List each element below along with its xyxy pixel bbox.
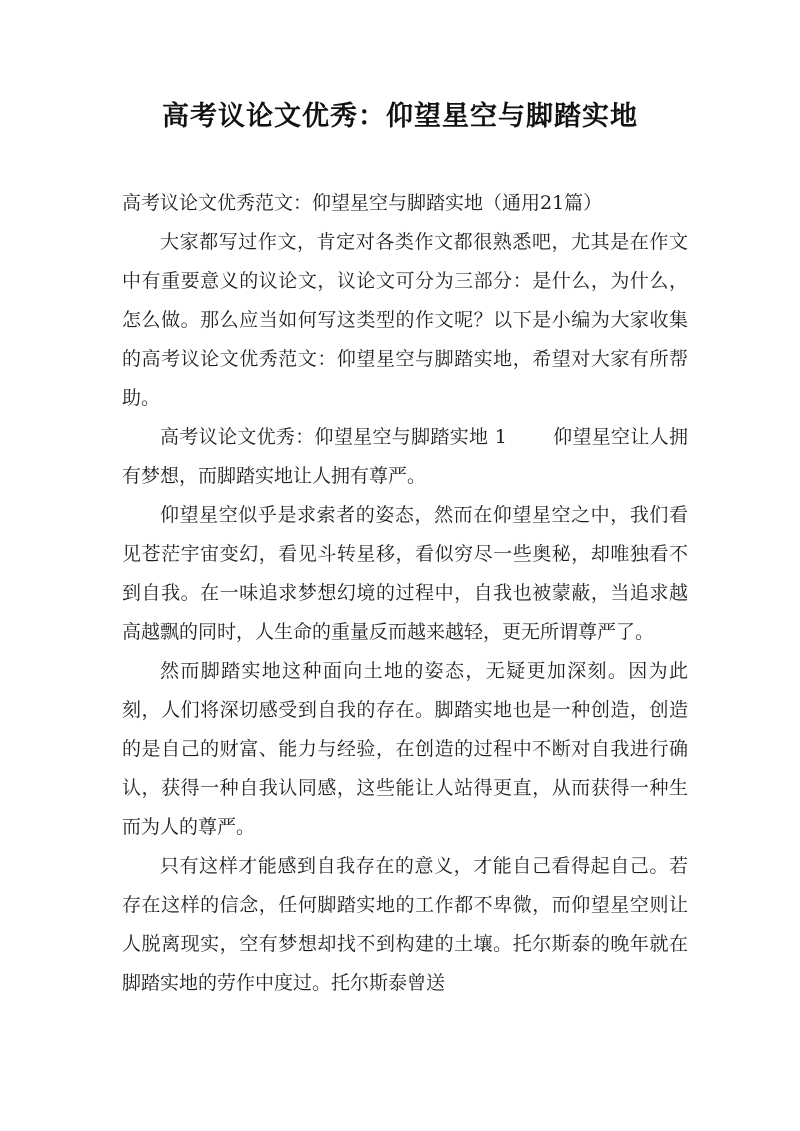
- section-paragraph: [122, 418, 688, 496]
- intro-paragraph: 大家都写过作文，肯定对各类作文都很熟悉吧，尤其是在作文中有重要意义的议论文，议论文可分为三部分：是什么，为什么，怎么做。那么应当如何写这类型的作文呢？以下是小编为大家收集的高考议论文优秀范文：仰望星空与脚踏实地，希望对大家有所帮助。: [122, 231, 688, 409]
- document-body: [122, 184, 688, 1003]
- body-paragraph: 然而脚踏实地这种面向土地的姿态，无疑更加深刻。因为此刻，人们将深切感受到自我的存在。脚踏实地也是一种创造，创造的是自己的财富、能力与经验，在创造的过程中不断对自我进行确认，获得一种自我认同感，这些能让人站得更直，从而获得一种生而为人的尊严。: [122, 660, 688, 838]
- section-lead: 仰望星空让人拥有梦想，而脚踏实地让人拥有尊严。: [122, 426, 688, 487]
- document-subtitle: 高考议论文优秀范文：仰望星空与脚踏实地（通用21篇）: [122, 192, 603, 214]
- body-paragraph: 仰望星空似乎是求索者的姿态，然而在仰望星空之中，我们看见苍茫宇宙变幻，看见斗转星移，看似穷尽一些奥秘，却唯独看不到自我。在一味追求梦想幻境的过程中，自我也被蒙蔽，当追求越高越飘的同时，人生命的重量反而越来越轻，更无所谓尊严了。: [122, 504, 688, 643]
- body-paragraph: 只有这样才能感到自我存在的意义，才能自己看得起自己。若存在这样的信念，任何脚踏实地的工作都不卑微，而仰望星空则让人脱离现实，空有梦想却找不到构建的土壤。托尔斯泰的晚年就在脚踏实地的劳作中度过。托尔斯泰曾送: [122, 855, 688, 994]
- document-title: 高考议论文优秀：仰望星空与脚踏实地: [162, 101, 638, 132]
- section-heading: 高考议论文优秀：仰望星空与脚踏实地 1: [160, 426, 507, 448]
